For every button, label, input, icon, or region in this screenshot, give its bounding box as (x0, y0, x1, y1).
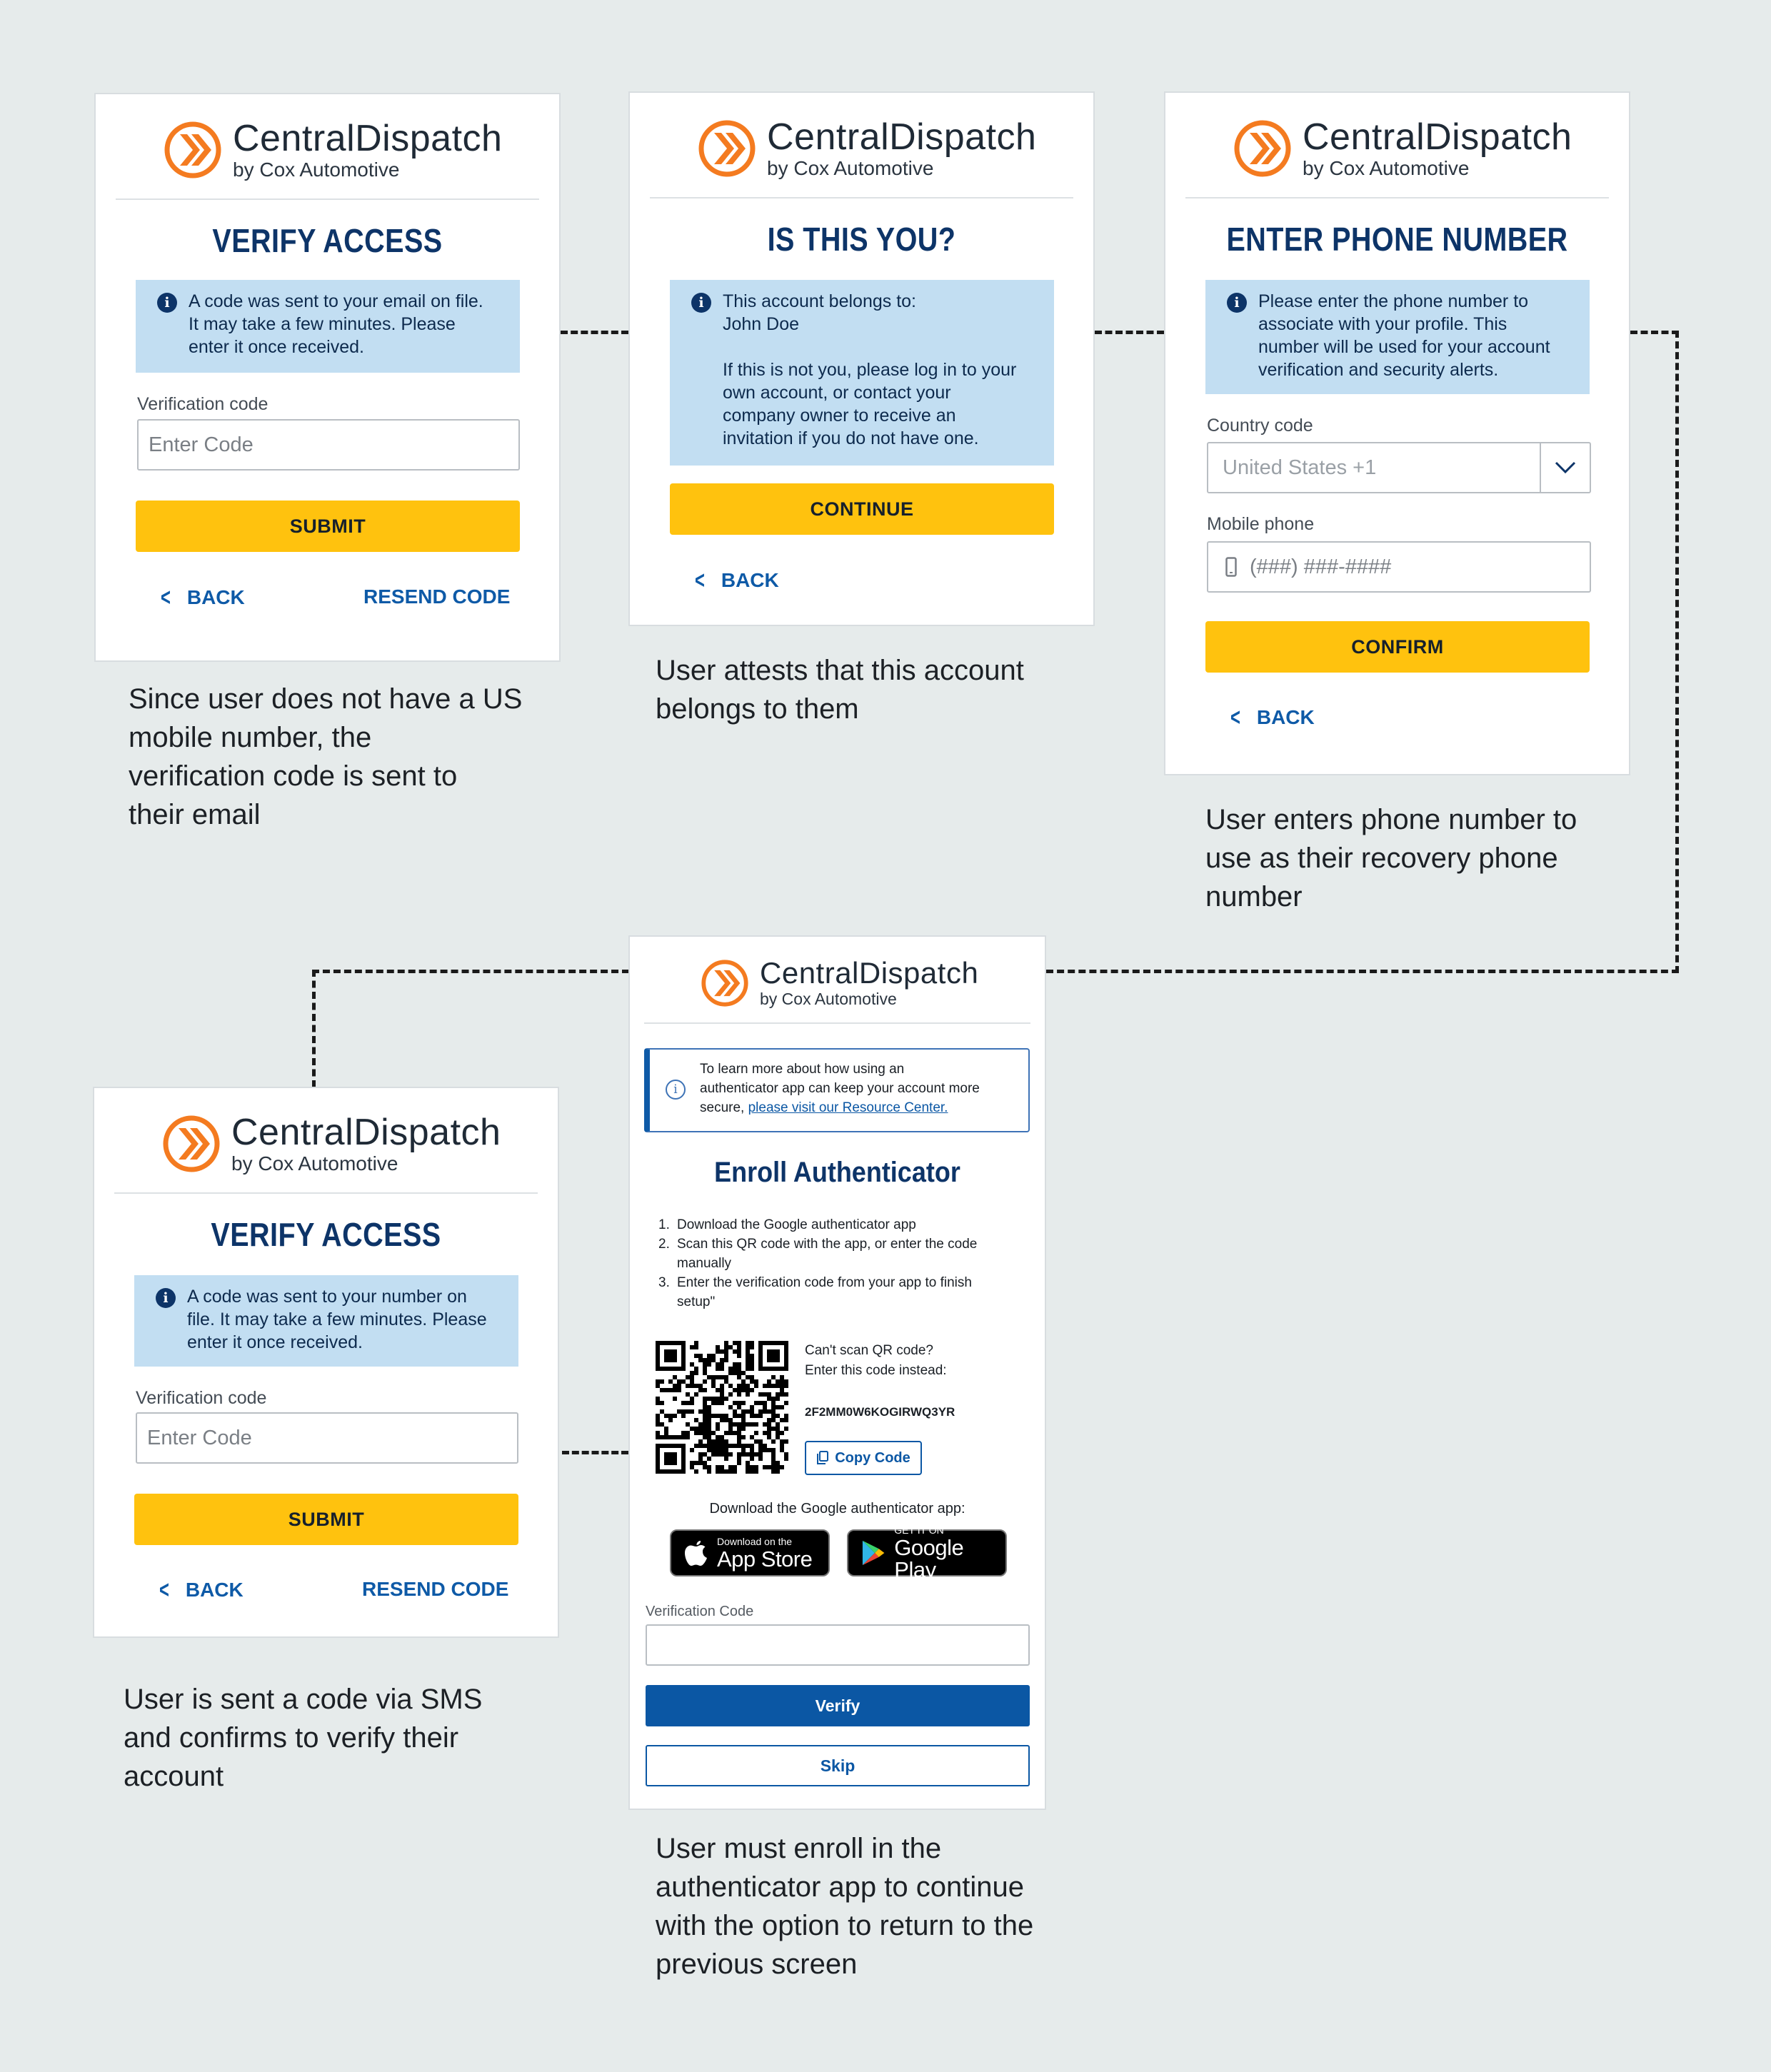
brand-sub: by Cox Automotive (1303, 157, 1470, 179)
chevron-left-icon: < (1230, 704, 1240, 731)
country-code-select[interactable] (1207, 442, 1591, 493)
info-icon: i (156, 1288, 176, 1308)
cant-scan-text: Can't scan QR code? Enter this code instead: (805, 1343, 947, 1378)
confirm-button[interactable]: CONFIRM (1205, 621, 1590, 673)
apple-icon (684, 1539, 708, 1567)
google-play-icon (861, 1539, 886, 1567)
back-label: BACK (185, 1579, 244, 1601)
appstore-big: App Store (717, 1546, 813, 1571)
enroll-title: Enroll Authenticator (714, 1157, 960, 1188)
verify-button[interactable]: Verify (646, 1685, 1030, 1726)
back-label: BACK (186, 586, 245, 608)
enroll-steps (658, 1215, 1030, 1312)
google-play-badge[interactable] (847, 1524, 1007, 1582)
brand-sub: by Cox Automotive (767, 157, 934, 179)
is-this-you-card (628, 91, 1095, 626)
country-label: Country code (1207, 416, 1313, 436)
code-label: Verification code (136, 1388, 267, 1408)
caption-enroll: User must enroll in the authenticator app to continue with the option to return to the previous screen (656, 1833, 1034, 1980)
verification-code-label: Verification Code (646, 1604, 754, 1619)
enroll-code-input[interactable] (646, 1624, 1030, 1666)
chevron-left-icon: < (160, 584, 171, 611)
connector-4-up (312, 970, 316, 1087)
code-placeholder: Enter Code (147, 1426, 252, 1449)
back-link[interactable] (1228, 705, 1315, 730)
caption-is-this-you: User attests that this account belongs to them (656, 655, 1024, 725)
verify-sms-card (93, 1087, 559, 1638)
chevron-down-icon (1540, 443, 1590, 492)
logo (1234, 116, 1572, 179)
chevron-left-icon: < (159, 1576, 169, 1604)
verification-code-input[interactable] (136, 1412, 518, 1464)
verification-code-input[interactable] (137, 419, 520, 471)
connector-3-out (1630, 331, 1679, 334)
qr-code (656, 1341, 788, 1474)
download-label: Download the Google authenticator app: (709, 1501, 965, 1517)
secret-code: 2F2MM0W6KOGIRWQ3YR (805, 1405, 955, 1419)
central-dispatch-logo-icon (164, 121, 221, 178)
info-icon: i (666, 1080, 686, 1100)
header-divider (114, 1192, 538, 1194)
back-link[interactable] (693, 568, 779, 593)
info-text: A code was sent to your number on file. It may take a few minutes. Please enter it once received. (187, 1287, 487, 1352)
resend-code-link[interactable] (362, 1578, 508, 1601)
central-dispatch-logo-icon (1234, 120, 1291, 177)
brand-name: CentralDispatch (767, 116, 1037, 158)
resource-center-link[interactable]: please visit our Resource Center. (748, 1100, 948, 1115)
resource-info-text: To learn more about how using an authenticator app can keep your account more secure, (700, 1062, 980, 1115)
resend-label: RESEND CODE (363, 585, 511, 608)
connector-5-4-top (312, 970, 629, 973)
logo (163, 1114, 501, 1174)
back-label: BACK (721, 569, 779, 591)
info-text: A code was sent to your email on file. It may take a few minutes. Please enter it once received. (189, 291, 483, 357)
info-banner (1205, 280, 1590, 394)
page-title: VERIFY ACCESS (212, 222, 443, 259)
header-divider (650, 197, 1073, 198)
page-title: ENTER PHONE NUMBER (1226, 221, 1568, 258)
connector-1-2 (561, 331, 628, 334)
gplay-small: GET IT ON (894, 1524, 944, 1536)
gplay-big: Google Play (894, 1535, 964, 1582)
connector-2-3 (1095, 331, 1164, 334)
logo (164, 120, 502, 180)
brand-name: CentralDispatch (231, 1112, 501, 1153)
submit-button[interactable]: SUBMIT (134, 1494, 518, 1545)
step-item: 2. Scan this QR code with the app, or enter the code manually (658, 1237, 978, 1271)
page-title: VERIFY ACCESS (211, 1216, 441, 1253)
mobile-label: Mobile phone (1207, 514, 1315, 534)
central-dispatch-logo-icon (698, 120, 756, 177)
copy-code-button[interactable] (805, 1441, 922, 1475)
step-item: 3. Enter the verification code from your app to finish setup" (658, 1275, 972, 1309)
caption-enter-phone: User enters phone number to use as their recovery phone number (1205, 804, 1577, 912)
copy-icon (816, 1451, 829, 1465)
chevron-left-icon: < (694, 567, 705, 594)
verify-email-card (94, 93, 561, 662)
country-value: United States +1 (1223, 456, 1377, 479)
enroll-authenticator-card (628, 935, 1046, 1810)
info-text: This account belongs to: John Doe If this is not you, please log in to your own account, or contact your company owner to receive an invitation if you do not have one. (723, 291, 1017, 448)
page-title: IS THIS YOU? (767, 221, 956, 258)
mobile-placeholder: (###) ###-#### (1250, 555, 1392, 578)
info-icon: i (157, 293, 177, 313)
continue-button[interactable]: CONTINUE (670, 483, 1054, 535)
enter-phone-card (1164, 91, 1630, 775)
logo (701, 958, 978, 1007)
back-link[interactable] (157, 1578, 244, 1602)
step-item: 1. Download the Google authenticator app (658, 1217, 916, 1232)
appstore-small: Download on the (717, 1535, 793, 1547)
connector-3-down (1675, 331, 1679, 973)
logo (698, 116, 1037, 179)
caption-verify-email: Since user does not have a US mobile number, the verification code is sent to their email (129, 683, 523, 830)
resend-label: RESEND CODE (362, 1578, 509, 1600)
header-divider (116, 198, 539, 200)
submit-button[interactable]: SUBMIT (136, 501, 520, 552)
brand-sub: by Cox Automotive (760, 990, 897, 1008)
phone-icon (1225, 557, 1237, 577)
central-dispatch-logo-icon (163, 1115, 220, 1172)
code-label: Verification code (137, 394, 269, 414)
back-label: BACK (1256, 706, 1315, 728)
info-text: Please enter the phone number to associate with your profile. This number will be used for your account verification and security alerts. (1258, 291, 1550, 380)
app-store-badge[interactable] (670, 1529, 830, 1576)
central-dispatch-logo-icon (701, 960, 748, 1007)
header-divider (1185, 197, 1609, 198)
brand-sub: by Cox Automotive (231, 1152, 398, 1175)
info-icon: i (691, 293, 711, 313)
brand-sub: by Cox Automotive (233, 159, 400, 181)
back-link[interactable] (159, 585, 245, 610)
info-banner (134, 1275, 518, 1367)
resend-code-link[interactable] (363, 585, 510, 608)
brand-name: CentralDispatch (760, 956, 979, 990)
skip-button[interactable]: Skip (646, 1745, 1030, 1786)
mobile-phone-input[interactable] (1207, 541, 1591, 593)
caption-verify-sms: User is sent a code via SMS and confirms to verify their account (124, 1684, 483, 1792)
brand-name: CentralDispatch (233, 118, 503, 159)
resource-info-banner (644, 1048, 1030, 1132)
connector-4-5 (562, 1451, 628, 1454)
info-banner (670, 280, 1054, 466)
header-divider (644, 1022, 1030, 1024)
brand-name: CentralDispatch (1303, 116, 1572, 158)
info-banner (136, 280, 520, 373)
info-icon: i (1227, 293, 1247, 313)
copy-code-label: Copy Code (835, 1449, 910, 1466)
connector-3-5 (1046, 970, 1679, 973)
code-placeholder: Enter Code (149, 433, 254, 456)
